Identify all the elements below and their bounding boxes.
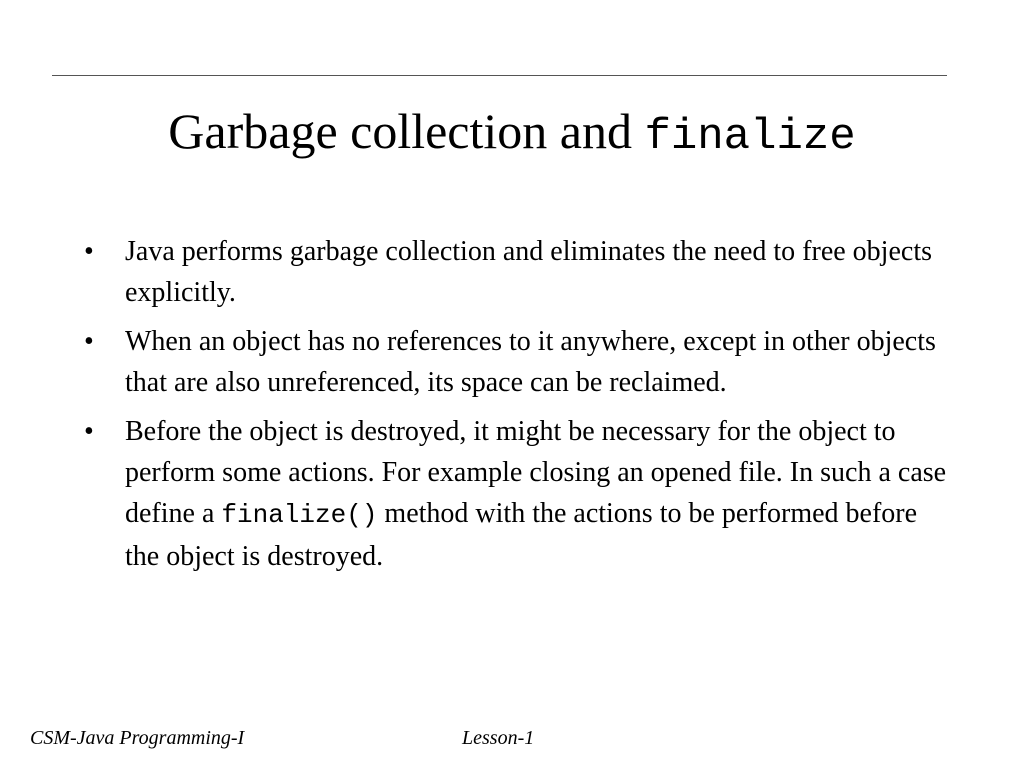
bullet-text: When an object has no references to it anywhere, except in other objects that are also unreferenced, its space can be reclaimed. — [125, 326, 936, 398]
bullet-item — [82, 231, 952, 313]
top-divider — [52, 75, 947, 76]
bullet-text: Java performs garbage collection and eliminates the need to free objects explicitly. — [125, 236, 932, 308]
bullet-icon: • — [84, 326, 94, 357]
bullet-text-after: method with the actions to be performed before the object is destroyed. — [125, 498, 918, 572]
bullet-item — [82, 321, 952, 403]
bullet-item — [82, 411, 952, 577]
footer-course: CSM-Java Programming-I — [30, 727, 245, 749]
title-code: finalize — [644, 112, 856, 162]
slide-title — [0, 99, 1024, 169]
bullet-icon: • — [84, 416, 94, 447]
bullet-text-before: Before the object is destroyed, it might be necessary for the object to perform some actions. For example closing an opened file. In such a case define a — [125, 416, 947, 529]
bullet-code: finalize() — [221, 500, 378, 530]
bullet-list — [82, 231, 952, 585]
bullet-icon: • — [84, 236, 94, 267]
footer-lesson: Lesson-1 — [462, 727, 535, 749]
title-text: Garbage collection and — [168, 103, 632, 159]
